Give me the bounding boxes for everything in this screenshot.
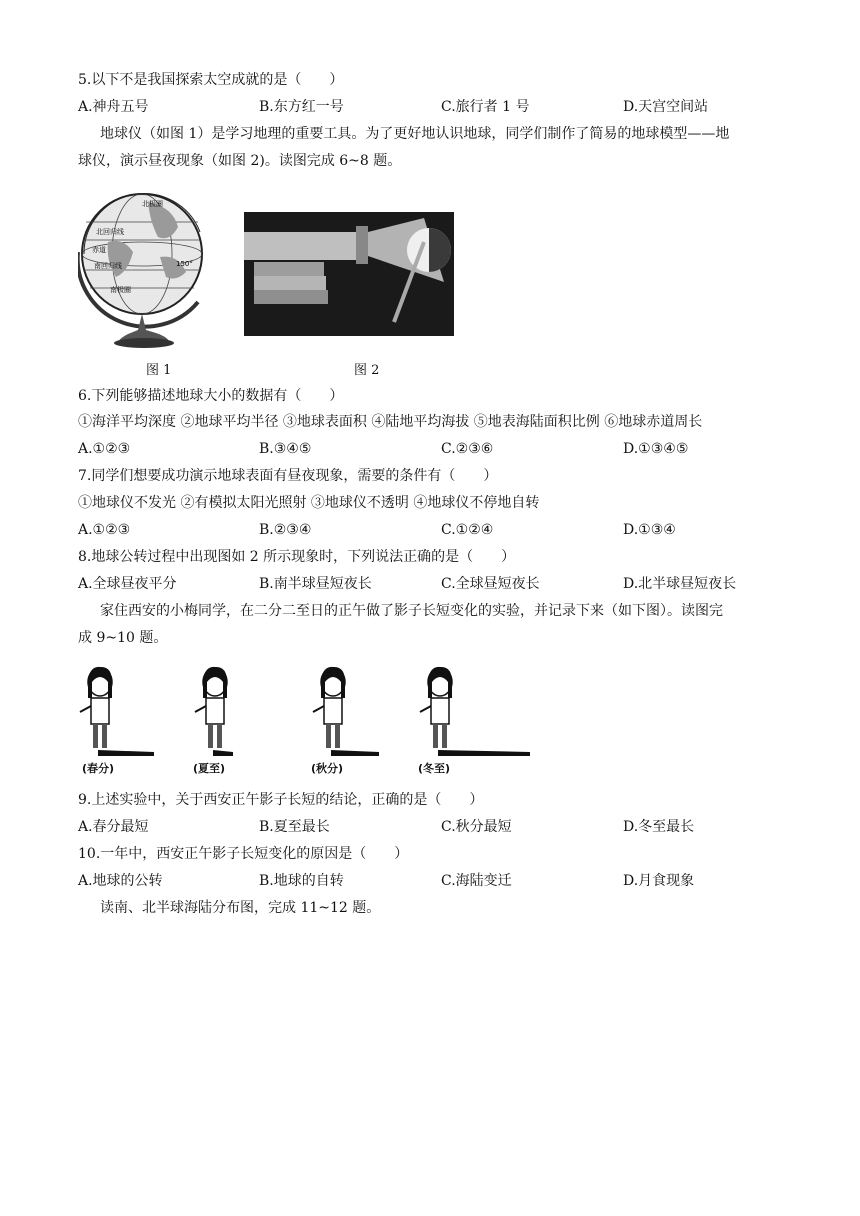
- q6-option-d: D.①③④⑤: [623, 441, 689, 457]
- q10-option-d: D.月食现象: [623, 873, 695, 889]
- q6-option-c: C.②③⑥: [441, 441, 494, 457]
- q7-options: [78, 520, 798, 540]
- globe-figure: [78, 182, 218, 352]
- q10-options: [78, 871, 798, 891]
- q7-stem: 7.同学们想要成功演示地球表面有昼夜现象，需要的条件有（ ）: [78, 468, 498, 484]
- q8-option-c: C.全球昼短夜长: [441, 576, 540, 592]
- globe-label-longitude: 150°: [176, 260, 193, 268]
- q6-option-a: A.①②③: [78, 441, 131, 457]
- passage1-line1: 地球仪（如图 1）是学习地理的重要工具。为了更好地认识地球，同学们制作了简易的地球模型——地: [100, 126, 730, 142]
- q5-option-a: A.神舟五号: [78, 99, 149, 115]
- q8-options: [78, 574, 798, 594]
- q5-option-c: C.旅行者 1 号: [441, 99, 530, 115]
- q5-option-b: B.东方红一号: [259, 99, 344, 115]
- girl-summer-solstice: [189, 664, 299, 776]
- q9-option-d: D.冬至最长: [623, 819, 695, 835]
- girl-winter-solstice: [414, 664, 534, 776]
- q9-option-a: A.春分最短: [78, 819, 149, 835]
- girl-spring-equinox: [78, 664, 188, 776]
- passage2-line2: 成 9~10 题。: [78, 630, 168, 646]
- q10-stem: 10.一年中，西安正午影子长短变化的原因是（ ）: [78, 846, 409, 862]
- q6-option-b: B.③④⑤: [259, 441, 312, 457]
- q7-option-d: D.①③④: [623, 522, 676, 538]
- q10-option-a: A.地球的公转: [78, 873, 163, 889]
- label-autumn-equinox: (秋分): [311, 762, 344, 775]
- q8-stem: 8.地球公转过程中出现图如 2 所示现象时，下列说法正确的是（ ）: [78, 549, 516, 565]
- q5-stem: 5.以下不是我国探索太空成就的是（ ）: [78, 72, 344, 88]
- label-summer-solstice: (夏至): [193, 762, 226, 775]
- q6-stem: 6.下列能够描述地球大小的数据有（ ）: [78, 388, 344, 404]
- q10-option-c: C.海陆变迁: [441, 873, 512, 889]
- globe-label-arctic-circle: 北极圈: [142, 200, 163, 208]
- label-spring-equinox: (春分): [82, 762, 115, 775]
- q8-option-d: D.北半球昼短夜长: [623, 576, 737, 592]
- girl-autumn-equinox: [307, 664, 417, 776]
- globe-label-tropic-capricorn: 南回归线: [94, 262, 122, 270]
- q9-option-c: C.秋分最短: [441, 819, 512, 835]
- fig2-caption: 图 2: [354, 363, 380, 378]
- passage1-line2: 球仪，演示昼夜现象（如图 2)。读图完成 6~8 题。: [78, 153, 402, 169]
- q5-option-d: D.天宫空间站: [623, 99, 709, 115]
- globe-label-tropic-cancer: 北回归线: [96, 228, 124, 236]
- q6-options: [78, 439, 798, 459]
- q6-items: ①海洋平均深度 ②地球平均半径 ③地球表面积 ④陆地平均海拔 ⑤地表海陆面积比例 ⑥地球赤道周长: [78, 414, 703, 430]
- q7-option-c: C.①②④: [441, 522, 494, 538]
- globe-label-antarctic-circle: 南极圈: [110, 286, 131, 294]
- label-winter-solstice: (冬至): [418, 762, 451, 775]
- q9-option-b: B.夏至最长: [259, 819, 330, 835]
- q9-stem: 9.上述实验中，关于西安正午影子长短的结论，正确的是（ ）: [78, 792, 484, 808]
- q7-option-b: B.②③④: [259, 522, 312, 538]
- q10-option-b: B.地球的自转: [259, 873, 344, 889]
- globe-label-equator: 赤道: [92, 246, 106, 254]
- q7-items: ①地球仪不发光 ②有模拟太阳光照射 ③地球仪不透明 ④地球仪不停地自转: [78, 495, 540, 511]
- passage2-line1: 家住西安的小梅同学，在二分二至日的正午做了影子长短变化的实验，并记录下来（如下图）。读图完: [100, 603, 723, 619]
- fig1-caption: 图 1: [146, 363, 172, 378]
- q8-option-b: B.南半球昼短夜长: [259, 576, 372, 592]
- day-night-photo: [244, 212, 454, 336]
- q8-option-a: A.全球昼夜平分: [78, 576, 177, 592]
- q9-options: [78, 817, 798, 837]
- q7-option-a: A.①②③: [78, 522, 131, 538]
- passage3-line1: 读南、北半球海陆分布图，完成 11~12 题。: [100, 900, 381, 916]
- q5-options: [78, 97, 798, 117]
